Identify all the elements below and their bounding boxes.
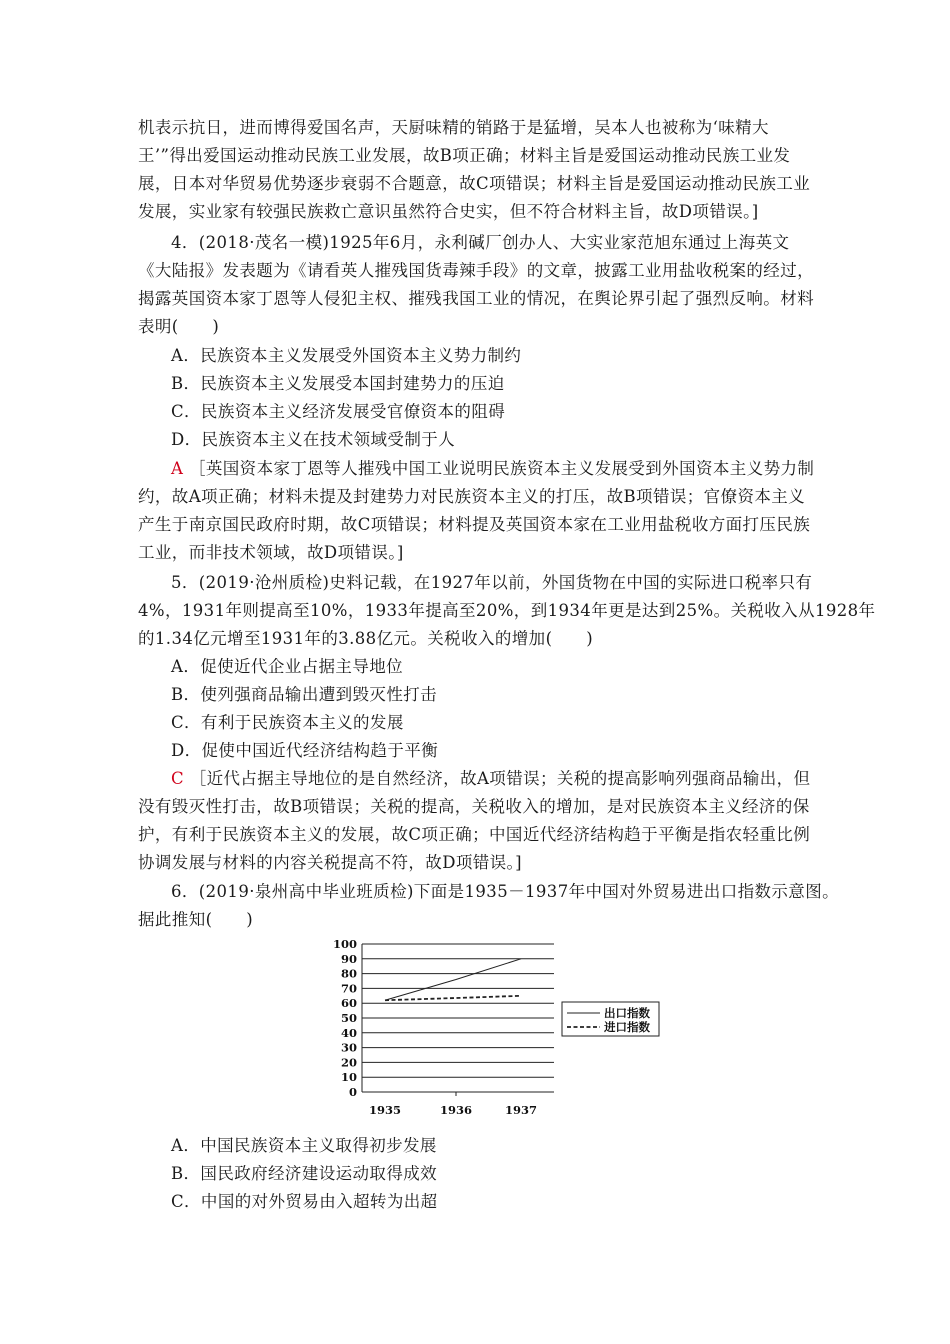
- answer-explanation: [171, 455, 861, 483]
- series-line: [385, 996, 521, 1000]
- explanation-text: ［近代占据主导地位的是自然经济，故A项错误；关税的提高影响列强商品输出，但: [189, 769, 811, 788]
- question-5-text: 5．(2019·沧州质检)史料记载，在1927年以前，外国货物在中国的实际进口税率只有: [171, 573, 813, 592]
- series-line: [385, 959, 521, 1000]
- trade-index-chart: [318, 932, 668, 1127]
- y-tick-label: 30: [340, 1040, 357, 1055]
- y-tick-label: 20: [340, 1055, 357, 1070]
- text-line: 王’”得出爱国运动推动民族工业发展，故B项正确；材料主旨是爱国运动推动民族工业发: [138, 146, 791, 165]
- y-tick-label: 100: [332, 937, 357, 951]
- explanation-text: 约，故A项正确；材料未提及封建势力对民族资本主义的打压，故B项错误；官僚资本主义: [138, 487, 806, 506]
- option-c: C．有利于民族资本主义的发展: [171, 713, 404, 732]
- explanation-text: 协调发展与材料的内容关税提高不符，故D项错误。]: [138, 853, 523, 872]
- option-b: B．使列强商品输出遭到毁灭性打击: [171, 685, 438, 704]
- text-line: 发展，实业家有较强民族救亡意识虽然符合史实，但不符合材料主旨，故D项错误。]: [138, 202, 759, 221]
- answer-explanation: [171, 765, 861, 793]
- question-4-text: 4．(2018·茂名一模)1925年6月，永利碱厂创办人、大实业家范旭东通过上海英文: [171, 233, 790, 252]
- question-4-text: 表明( ): [138, 317, 220, 336]
- option-b: B．国民政府经济建设运动取得成效: [171, 1164, 438, 1183]
- text-line: 展，日本对华贸易优势逐步衰弱不合题意，故C项错误；材料主旨是爱国运动推动民族工业: [138, 174, 811, 193]
- question-6-text: 6．(2019·泉州高中毕业班质检)下面是1935－1937年中国对外贸易进出口指数示意图。: [171, 882, 839, 901]
- y-tick-label: 60: [340, 996, 357, 1011]
- option-a: A．中国民族资本主义取得初步发展: [171, 1136, 437, 1155]
- explanation-text: 没有毁灭性打击，故B项错误；关税的提高，关税收入的增加，是对民族资本主义经济的保: [138, 797, 810, 816]
- explanation-text: 工业，而非技术领域，故D项错误。]: [138, 543, 404, 562]
- question-5-text: 4%，1931年则提高至10%，1933年提高至20%，到1934年更是达到25%。关税收入从1928年: [138, 601, 876, 620]
- question-6-text: 据此推知( ): [138, 910, 254, 929]
- y-tick-label: 0: [348, 1085, 357, 1099]
- question-4-text: 揭露英国资本家丁恩等人侵犯主权、摧残我国工业的情况，在舆论界引起了强烈反响。材料: [138, 289, 814, 308]
- option-b: B．民族资本主义发展受本国封建势力的压迫: [171, 374, 505, 393]
- y-tick-label: 50: [340, 1011, 357, 1025]
- y-tick-label: 90: [340, 951, 357, 966]
- x-tick-label: 1936: [439, 1103, 473, 1117]
- explanation-text: 产生于南京国民政府时期，故C项错误；材料提及英国资本家在工业用盐税收方面打压民族: [138, 515, 811, 534]
- y-tick-label: 10: [340, 1070, 357, 1085]
- y-tick-label: 40: [340, 1025, 357, 1040]
- option-d: D．民族资本主义在技术领域受制于人: [171, 430, 456, 449]
- option-c: C．民族资本主义经济发展受官僚资本的阻碍: [171, 402, 506, 421]
- question-4-text: 《大陆报》发表题为《请看英人摧残国货毒辣手段》的文章，披露工业用盐收税案的经过，: [138, 261, 814, 280]
- y-tick-label: 70: [340, 981, 357, 996]
- answer-letter: C: [171, 769, 185, 788]
- text-line: 机表示抗日，进而博得爱国名声，天厨味精的销路于是猛增，吴本人也被称为‘味精大: [138, 118, 769, 137]
- option-a: A．促使近代企业占据主导地位: [171, 657, 404, 676]
- option-c: C．中国的对外贸易由入超转为出超: [171, 1192, 438, 1211]
- x-tick-label: 1937: [504, 1103, 538, 1117]
- option-a: A．民族资本主义发展受外国资本主义势力制约: [171, 346, 522, 365]
- option-d: D．促使中国近代经济结构趋于平衡: [171, 741, 439, 760]
- question-5-text: 的1.34亿元增至1931年的3.88亿元。关税收入的增加( ): [138, 629, 594, 648]
- legend-label: 出口指数: [604, 1006, 650, 1020]
- x-tick-label: 1935: [368, 1103, 402, 1117]
- explanation-text: ［英国资本家丁恩等人摧残中国工业说明民族资本主义发展受到外国资本主义势力制: [188, 459, 815, 478]
- y-tick-label: 80: [340, 966, 357, 981]
- explanation-text: 护，有利于民族资本主义的发展，故C项正确；中国近代经济结构趋于平衡是指农轻重比例: [138, 825, 811, 844]
- legend-label: 进口指数: [604, 1020, 650, 1034]
- answer-letter: A: [171, 459, 184, 478]
